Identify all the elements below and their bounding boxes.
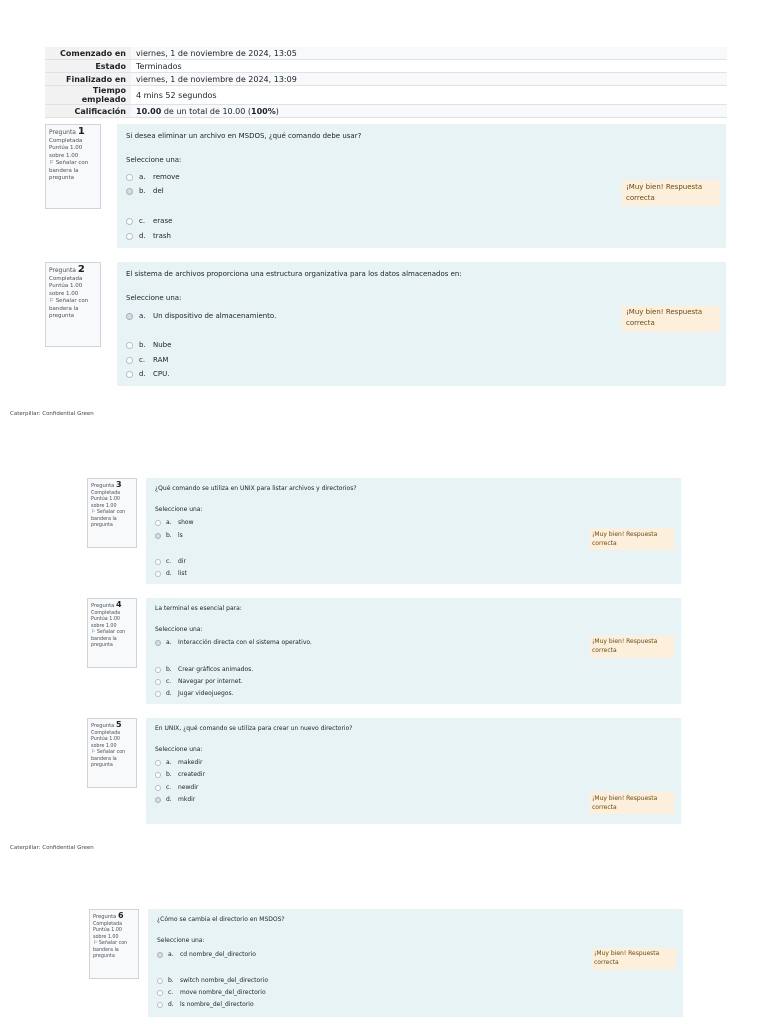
flag-question-link[interactable] [91,750,133,770]
question-score-1: Puntúa 1.00 [93,928,122,933]
option-text: del [153,187,164,195]
confidential-footer: Caterpillar: Confidential Green [10,411,94,417]
question-number [91,482,133,490]
option-letter: a. [139,312,146,320]
question-score-2: sobre 1.00 [91,743,117,749]
answer-option[interactable] [126,187,164,195]
question-number-value: 5 [115,720,122,729]
flag-label: Señalar con bandera la pregunta [49,298,89,319]
summary-label: Estado [45,60,131,73]
answer-option[interactable] [157,951,256,958]
feedback-correct: ¡Muy bien! Respuesta correcta [589,635,674,657]
grade-percent: 100% [251,106,276,116]
feedback-correct: ¡Muy bien! Respuesta correcta [622,180,720,206]
question-status: Completada [91,490,121,496]
radio-button[interactable] [126,188,133,195]
radio-button[interactable] [126,342,133,349]
answer-prompt: Seleccione una: [155,506,203,513]
option-letter: a. [166,519,172,526]
question-number-value: 6 [117,911,124,920]
summary-value-grade [131,105,727,118]
option-text: Jugar videojuegos. [178,690,234,697]
flag-label: Señalar con bandera la pregunta [91,510,126,528]
question-number-value: 1 [77,126,85,137]
flag-icon: ⚐ [91,750,96,755]
question-number-value: 2 [77,264,85,275]
option-text: cd nombre_del_directorio [180,951,256,958]
option-letter: c. [166,784,172,791]
summary-row [45,60,727,73]
question-score-2: sobre 1.00 [91,623,117,629]
question-text: ¿Qué comando se utiliza en UNIX para listar archivos y directorios? [155,485,357,492]
question-info [87,598,137,668]
summary-row [45,47,727,60]
question-body [117,262,726,386]
question-word: Pregunta [91,483,115,489]
option-text: dir [178,558,186,565]
answer-option[interactable] [155,690,234,697]
question-number [49,266,97,275]
option-text: Navegar por internet. [178,678,243,685]
question-status: Completada [91,610,121,616]
answer-option[interactable] [126,217,172,225]
option-text: Un dispositivo de almacenamiento. [153,312,277,320]
answer-prompt: Seleccione una: [126,156,182,164]
question-status: Completada [93,921,123,927]
radio-button[interactable] [126,218,133,225]
question-score-1: Puntúa 1.00 [91,497,120,502]
radio-button[interactable] [155,760,161,766]
grade-end: ) [275,106,279,116]
option-letter: b. [166,771,172,778]
question-word: Pregunta [49,129,76,136]
option-letter: c. [166,678,172,685]
option-text: Nube [153,341,172,349]
answer-option[interactable] [126,232,171,240]
question-word: Pregunta [91,603,115,609]
question-text: El sistema de archivos proporciona una estructura organizativa para los datos almacenados en: [126,270,462,278]
question-info [89,909,139,979]
flag-label: Señalar con bandera la pregunta [93,941,128,959]
answer-option[interactable] [157,989,266,996]
option-letter: c. [139,217,146,225]
option-letter: a. [166,639,172,646]
summary-row [45,73,727,86]
option-text: remove [153,173,180,181]
option-text: makedir [178,759,203,766]
radio-button[interactable] [155,772,161,778]
answer-option[interactable] [155,519,194,526]
radio-button[interactable] [155,679,161,685]
question-info [45,262,101,347]
radio-button[interactable] [126,174,133,181]
question-text: ¿Cómo se cambia el directorio en MSDOS? [157,916,285,923]
radio-button[interactable] [157,1002,163,1008]
feedback-correct: ¡Muy bien! Respuesta correcta [589,528,674,550]
question-number-value: 3 [115,480,122,489]
summary-row [45,86,727,105]
option-letter: d. [168,1001,174,1008]
flag-label: Señalar con bandera la pregunta [91,750,126,768]
answer-option[interactable] [155,759,202,766]
feedback-correct: ¡Muy bien! Respuesta correcta [589,792,674,814]
summary-label: Comenzado en [45,47,131,60]
flag-label: Señalar con bandera la pregunta [91,630,126,648]
option-letter: b. [166,532,172,539]
answer-option[interactable] [155,532,183,539]
question-body [117,124,726,248]
question-status: Completada [49,137,83,144]
question-body [146,718,681,824]
question-info [87,478,137,548]
option-text: switch nombre_del_directorio [180,977,269,984]
radio-button[interactable] [126,313,133,320]
answer-option[interactable] [126,341,171,349]
answer-prompt: Seleccione una: [126,294,182,302]
radio-button[interactable] [155,559,161,565]
radio-button[interactable] [157,952,163,958]
question-status: Completada [91,730,121,736]
option-text: list [178,570,187,577]
option-letter: c. [166,558,172,565]
answer-option[interactable] [155,784,198,791]
radio-button[interactable] [155,797,161,803]
question-body [146,478,681,584]
question-body [146,598,681,704]
question-score-1: Puntúa 1.00 [49,283,83,289]
option-text: show [178,519,194,526]
option-letter: b. [139,187,146,195]
answer-prompt: Seleccione una: [155,746,203,753]
question-status: Completada [49,275,83,282]
summary-label: Calificación [45,105,131,118]
question-info [87,718,137,788]
answer-option[interactable] [155,570,187,577]
question-number-value: 4 [115,600,122,609]
option-text: mkdir [178,796,196,803]
answer-option[interactable] [155,678,243,685]
question-number [91,602,133,610]
flag-question-link[interactable] [93,941,135,961]
flag-question-link[interactable] [91,510,133,530]
flag-question-link[interactable] [49,160,97,183]
summary-label: Tiempo empleado [45,86,131,105]
summary-value: Terminados [131,60,727,73]
option-letter: b. [168,977,174,984]
question-score-1: Puntúa 1.00 [91,617,120,622]
flag-icon: ⚐ [49,160,54,166]
question-number [49,128,97,137]
confidential-footer: Caterpillar: Confidential Green [10,845,94,851]
answer-option[interactable] [126,356,168,364]
radio-button[interactable] [126,371,133,378]
radio-button[interactable] [155,667,161,673]
radio-button[interactable] [157,990,163,996]
flag-icon: ⚐ [91,630,96,635]
radio-button[interactable] [155,640,161,646]
answer-option[interactable] [155,796,195,803]
question-score-2: sobre 1.00 [91,503,117,509]
option-text: erase [153,217,173,225]
answer-option[interactable] [155,666,253,673]
question-text: La terminal es esencial para: [155,605,242,612]
grade-value: 10.00 [136,106,162,116]
question-info [45,124,101,209]
answer-option[interactable] [157,1001,254,1008]
option-letter: b. [139,341,146,349]
option-letter: a. [168,951,174,958]
flag-icon: ⚐ [91,510,96,515]
answer-option[interactable] [126,173,180,181]
summary-row [45,105,727,118]
attempt-summary-table [45,47,727,118]
question-body [148,909,683,1017]
option-letter: c. [139,356,146,364]
option-text: move nombre_del_directorio [180,989,266,996]
option-letter: c. [168,989,174,996]
option-letter: b. [166,666,172,673]
answer-option[interactable] [155,558,186,565]
summary-value: viernes, 1 de noviembre de 2024, 13:05 [131,47,727,60]
option-text: Crear gráficos animados. [178,666,254,673]
option-letter: a. [139,173,146,181]
option-text: trash [153,232,171,240]
question-score-2: sobre 1.00 [93,934,119,940]
question-score-1: Puntúa 1.00 [91,737,120,742]
option-text: CPU. [153,370,170,378]
answer-option[interactable] [126,312,276,320]
grade-mid: de un total de 10.00 ( [161,106,252,116]
radio-button[interactable] [157,978,163,984]
question-score-1: Puntúa 1.00 [49,145,83,151]
option-letter: d. [166,796,172,803]
radio-button[interactable] [155,571,161,577]
option-text: ls nombre_del_directorio [180,1001,254,1008]
summary-value: 4 mins 52 segundos [131,86,727,105]
option-text: RAM [153,356,169,364]
option-letter: a. [166,759,172,766]
flag-icon: ⚐ [93,941,98,946]
option-text: ls [178,532,183,539]
summary-value: viernes, 1 de noviembre de 2024, 13:09 [131,73,727,86]
answer-option[interactable] [155,771,205,778]
answer-option[interactable] [157,977,268,984]
radio-button[interactable] [155,533,161,539]
flag-question-link[interactable] [91,630,133,650]
feedback-correct: ¡Muy bien! Respuesta correcta [622,305,720,331]
question-word: Pregunta [91,723,115,729]
option-text: createdir [178,771,205,778]
question-score-2: sobre 1.00 [49,290,79,297]
question-number [91,722,133,730]
option-letter: d. [139,232,146,240]
answer-option[interactable] [155,639,312,646]
option-letter: d. [166,570,172,577]
option-letter: d. [166,690,172,697]
question-word: Pregunta [93,914,117,920]
question-number [93,913,135,921]
summary-label: Finalizado en [45,73,131,86]
radio-button[interactable] [126,357,133,364]
feedback-correct: ¡Muy bien! Respuesta correcta [591,947,676,969]
question-score-2: sobre 1.00 [49,152,79,159]
radio-button[interactable] [155,785,161,791]
radio-button[interactable] [126,233,133,240]
answer-prompt: Seleccione una: [157,937,205,944]
radio-button[interactable] [155,520,161,526]
answer-prompt: Seleccione una: [155,626,203,633]
answer-option[interactable] [126,370,169,378]
option-text: newdir [178,784,199,791]
question-text: En UNIX, ¿qué comando se utiliza para crear un nuevo directorio? [155,725,353,732]
radio-button[interactable] [155,691,161,697]
flag-icon: ⚐ [49,298,54,304]
flag-question-link[interactable] [49,298,97,321]
question-word: Pregunta [49,267,76,274]
question-text: Si desea eliminar un archivo en MSDOS, ¿qué comando debe usar? [126,132,362,140]
option-text: Interacción directa con el sistema operativo. [178,639,312,646]
flag-label: Señalar con bandera la pregunta [49,160,89,181]
option-letter: d. [139,370,146,378]
